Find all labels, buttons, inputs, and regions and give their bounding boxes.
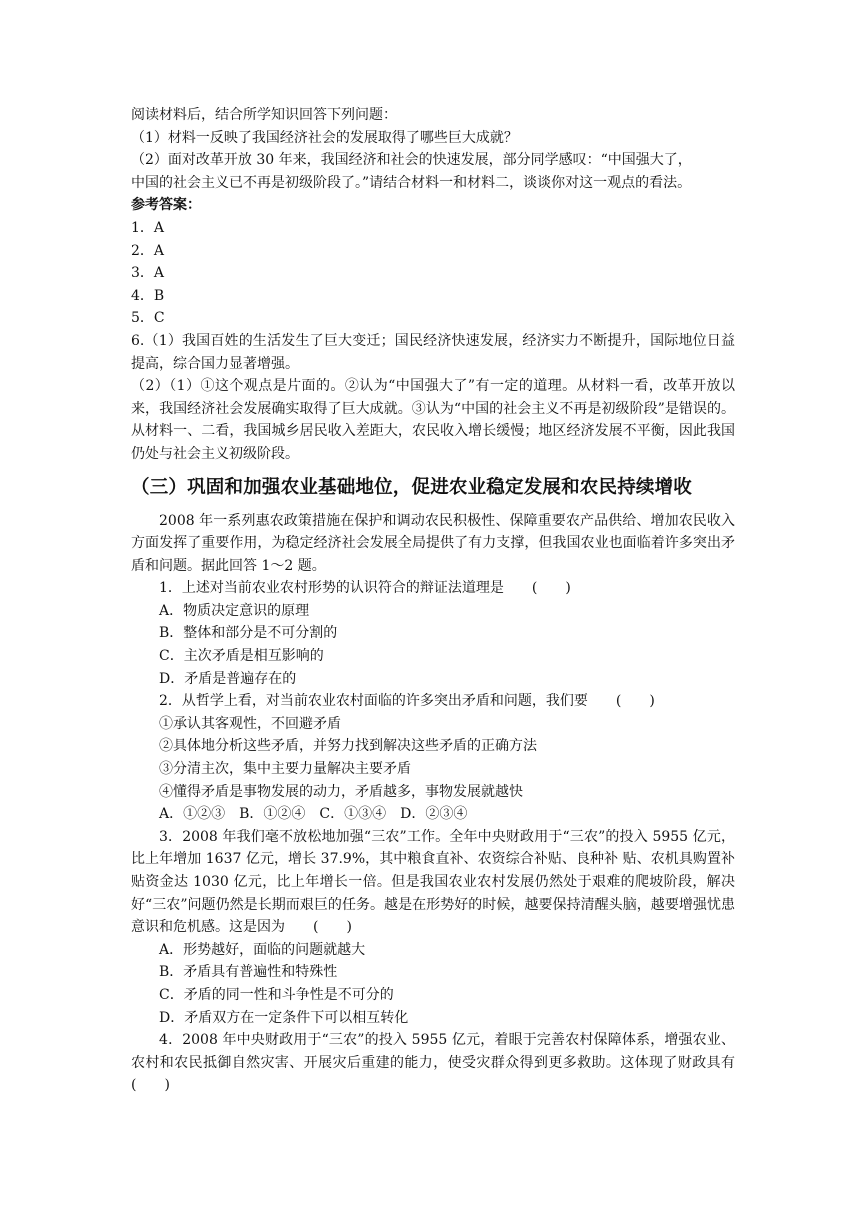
answer-item: 1．A xyxy=(131,219,165,236)
option-b: B．矛盾具有普遍性和特殊性 xyxy=(159,964,338,981)
statement-3: ③分清主次，集中主要力量解决主要矛盾 xyxy=(159,761,411,778)
answer-item: 4．B xyxy=(131,287,165,304)
option-c: C．主次矛盾是相互影响的 xyxy=(159,648,324,665)
statement-4: ④懂得矛盾是事物发展的动力，矛盾越多，事物发展就越快 xyxy=(159,783,523,800)
statement-1: ①承认其客观性，不回避矛盾 xyxy=(159,715,341,732)
mc-question-4-stem: 4．2008 年中央财政用于“三农”的投入 5955 亿元，着眼于完善农村保障体系，增强农业、农村和农民抵御自然灾害、开展灾后重建的能力，使受灾群众得到更多救助。这体现了财政具有 ( ) xyxy=(131,1032,763,1094)
mc-question-1-stem: 1．上述对当前农业农村形势的认识符合的辩证法道理是 ( ) xyxy=(159,580,571,597)
question-1-text: （1）材料一反映了我国经济社会的发展取得了哪些巨大成就？ xyxy=(131,129,518,146)
section-heading: （三）巩固和加强农业基础地位，促进农业稳定发展和农民持续增收 xyxy=(131,476,693,498)
answer-item: 5．C xyxy=(131,310,165,327)
section-intro: 2008 年一系列惠农政策措施在保护和调动农民积极性、保障重要农产品供给、增加农民收入方面发挥了重要作用，为稳定经济社会发展全局提供了有力支撑，但我国农业也面临着许多突出矛盾和问题。据此回答 1～2 题。 xyxy=(131,512,735,574)
choices-line: A．①②③ B．①②④ C．①③④ D．②③④ xyxy=(159,806,468,823)
answer-6-part-1: 6.（1）我国百姓的生活发生了巨大变迁；国民经济快速发展，经济实力不断提升，国际地位日益提高，综合国力显著增强。 xyxy=(131,332,735,372)
answer-item: 2．A xyxy=(131,242,165,259)
question-2-line-2: 中国的社会主义已不再是初级阶段了。”请结合材料一和材料二，谈谈你对这一观点的看法。 xyxy=(131,174,692,191)
answers-title: 参考答案： xyxy=(131,197,201,214)
option-d: D．矛盾双方在一定条件下可以相互转化 xyxy=(159,1009,409,1026)
document-page xyxy=(131,104,763,1097)
mc-question-2-stem: 2．从哲学上看，对当前农业农村面临的许多突出矛盾和问题，我们要 ( ) xyxy=(159,693,655,710)
option-c: C．矛盾的同一性和斗争性是不可分的 xyxy=(159,986,394,1003)
reading-prompt: 阅读材料后，结合所学知识回答下列问题： xyxy=(131,107,397,123)
option-b: B．整体和部分是不可分割的 xyxy=(159,625,338,642)
mc-question-3-stem: 3．2008 年我们毫不放松地加强“三农”工作。全年中央财政用于“三农”的投入 5955 亿元，比上年增加 1637 亿元，增长 37.9%，其中粮食直补、农资综合补贴、良种补 贴、农机具购置补贴资金达 1030 亿元，比上年增长一倍。但是我国农业农村发展仍然处于艰难的爬坡阶段，解决好“三农”问题仍然是长期而艰巨的任务。越是在形势好的时候，越要保持清醒头脑，越要增强忧患意识和危机感。这是因为 ( ) xyxy=(131,828,735,936)
answer-6-part-2: （2）（1）①这个观点是片面的。②认为“中国强大了”有一定的道理。从材料一看，改革开放以来，我国经济社会发展确实取得了巨大成就。③认为“中国的社会主义不再是初级阶段”是错误的。从材料一、二看，我国城乡居民收入差距大，农民收入增长缓慢；地区经济发展不平衡，因此我国仍处与社会主义初级阶段。 xyxy=(131,378,735,462)
option-a: A．物质决定意识的原理 xyxy=(159,602,310,619)
statement-2: ②具体地分析这些矛盾，并努力找到解决这些矛盾的正确方法 xyxy=(159,738,537,755)
option-a: A．形势越好，面临的问题就越大 xyxy=(159,941,366,958)
answer-item: 3．A xyxy=(131,265,165,282)
question-2-line-1: （2）面对改革开放 30 年来，我国经济和社会的快速发展，部分同学感叹：“中国强大了， xyxy=(131,152,692,169)
option-d: D．矛盾是普遍存在的 xyxy=(159,670,297,687)
